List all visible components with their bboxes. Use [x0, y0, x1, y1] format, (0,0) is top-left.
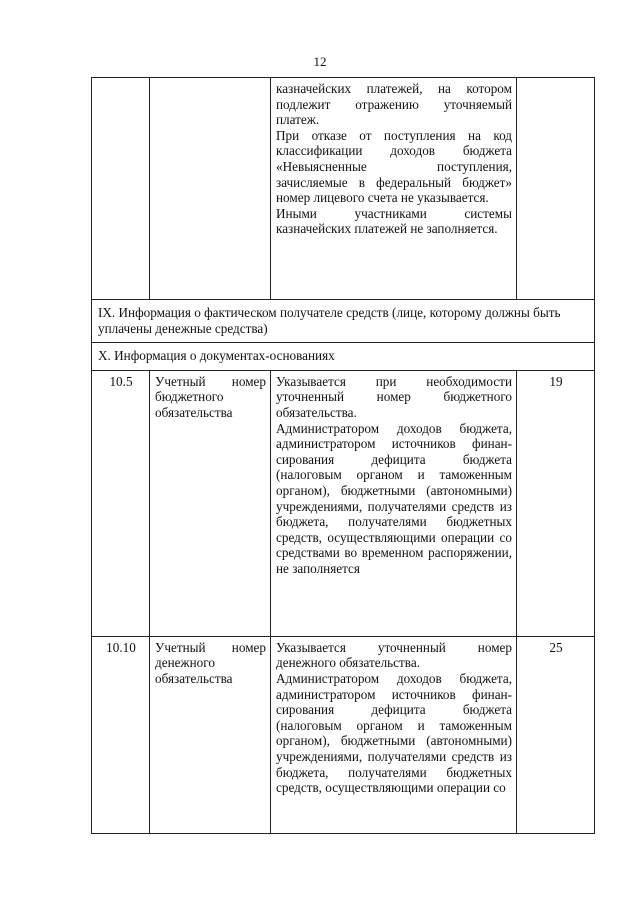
table-row — [92, 370, 595, 636]
cell-number-empty — [92, 78, 150, 300]
description-paragraph: казначейских платежей, на котором подлежит отражению уточняемый платеж. — [276, 81, 512, 128]
page-number: 12 — [313, 54, 327, 69]
cell-name — [150, 370, 271, 636]
field-name: Учетный номер бюджетного обязательства — [155, 373, 266, 420]
cell-position: 19 — [517, 370, 595, 636]
section-row-ix — [92, 300, 595, 343]
section-heading-x: X. Информация о документах-основаниях — [92, 343, 595, 371]
table-row-continuation — [92, 78, 595, 300]
cell-description — [271, 636, 517, 833]
description-paragraph: Указывается уточненный номер денежного обязательства. — [276, 639, 512, 671]
cell-position-empty — [517, 78, 595, 300]
cell-number: 10.10 — [92, 636, 150, 833]
description-paragraph: Администратором доходов бюджета, администратором источников финан-сирования дефицита бюджета (налоговым органом и таможенным органом), бюджетными (автономными) учреждениями, получателями средств из бюджета, получателями бюджетных средств, осуществляющими операции со средствами во временном распоряжении, не заполняется — [276, 420, 512, 576]
description-paragraph: Иными участниками системы казначейских платежей не заполняется. — [276, 205, 512, 237]
cell-number: 10.5 — [92, 370, 150, 636]
section-heading-ix: IX. Информация о фактическом получателе средств (лице, которому должны быть уплачены денежные средства) — [92, 300, 595, 343]
cell-description — [271, 370, 517, 636]
description-paragraph: Администратором доходов бюджета, администратором источников финан-сирования дефицита бюджета (налоговым органом и таможенным органом), бюджетными (автономными) учреждениями, получателями средств из бюджета, получателями бюджетных средств, осуществляющими операции со — [276, 670, 512, 796]
cell-name-empty — [150, 78, 271, 300]
description-paragraph: При отказе от поступления на код классификации доходов бюджета «Невыясненные поступления, зачисляемые в федеральный бюджет» номер лицевого счета не указывается. — [276, 127, 512, 206]
description-paragraph: Указывается при необходимости уточненный номер бюджетного обязательства. — [276, 373, 512, 420]
field-name: Учетный номер денежного обязательства — [155, 639, 266, 686]
table-row — [92, 636, 595, 833]
cell-description — [271, 78, 517, 300]
fields-table — [91, 77, 595, 834]
section-row-x — [92, 343, 595, 371]
cell-position: 25 — [517, 636, 595, 833]
cell-name — [150, 636, 271, 833]
